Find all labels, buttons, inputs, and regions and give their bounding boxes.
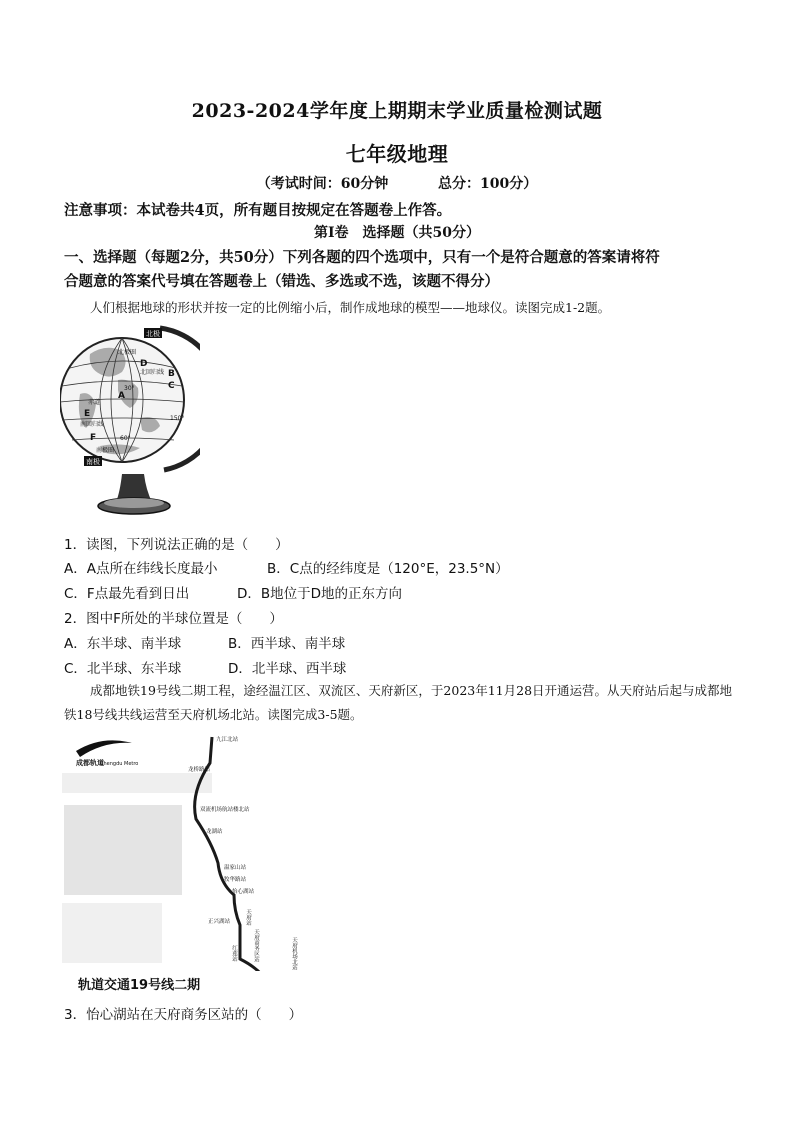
part1-title: 第Ⅰ卷 选择题（共50分） xyxy=(313,225,481,241)
station-4: 温家山站 xyxy=(224,865,247,871)
metro-map-caption: 轨道交通19号线二期 xyxy=(78,978,201,993)
point-E: E xyxy=(84,409,91,419)
station-9: 天府商务区站 xyxy=(253,929,259,962)
point-D: D xyxy=(140,359,148,369)
intro-globe: 人们根据地球的形状并按一定的比例缩小后，制作成地球的模型——地球仪。读图完成1-2题。 xyxy=(90,300,611,315)
station-6: 怡心湖站 xyxy=(232,889,255,895)
label-antarctic-circle: 南极圈 xyxy=(96,447,115,454)
q1-option-c: C．F点最先看到日出 xyxy=(64,586,190,602)
label-lat60: 60° xyxy=(120,435,131,442)
label-tropic-capricorn: 南回归线 xyxy=(80,421,105,428)
section1-line2: 合题意的答案代号填在答题卷上（错选、多选或不选，该题不得分） xyxy=(64,273,499,290)
station-1: 龙桥路站 xyxy=(188,767,211,773)
q1-stem: 1．读图，下列说法正确的是（ ） xyxy=(64,537,289,553)
q2-option-b: B．西半球、南半球 xyxy=(228,636,346,652)
metro-map-figure xyxy=(62,733,308,997)
logo-subtext: Chengdu Metro xyxy=(100,761,139,767)
station-0: 九江北站 xyxy=(216,737,239,743)
q3-stem: 3．怡心湖站在天府商务区站的（ ） xyxy=(64,1007,303,1023)
point-A: A xyxy=(118,391,125,401)
q1-option-a: A．A点所在纬线长度最小 xyxy=(64,561,218,577)
q2-option-d: D．北半球、西半球 xyxy=(228,661,347,677)
q2-option-c: C．北半球、东半球 xyxy=(64,661,182,677)
station-8: 红莲站 xyxy=(231,945,237,962)
q2-option-a: A．东半球、南半球 xyxy=(64,636,182,652)
station-5: 牧华路站 xyxy=(224,877,247,883)
station-7: 正兴湖站 xyxy=(208,919,231,925)
q2-stem: 2．图中F所处的半球位置是（ ） xyxy=(64,611,283,627)
point-F: F xyxy=(90,433,97,443)
intro-metro: 成都地铁19号线二期工程，途经温江区、双流区、天府新区，于2023年11月28日开通运营。从天府站后起与成都地铁18号线共线运营至天府机场北站。读图完成3-5题。 xyxy=(64,683,733,722)
label-south-pole: 南极 xyxy=(86,458,100,466)
label-lon150: 150° xyxy=(170,415,185,422)
station-10: 天府站 xyxy=(245,909,251,926)
globe-stand xyxy=(98,474,170,514)
q1-option-d: D．B地位于D地的正东方向 xyxy=(237,586,403,602)
point-C: C xyxy=(168,381,175,391)
label-equator: 赤道 xyxy=(88,399,101,406)
subject-title: 七年级地理 xyxy=(345,142,449,166)
label-tropic-cancer: 北回归线 xyxy=(140,369,165,376)
total-score: 总分：100分） xyxy=(438,176,538,192)
station-11: 天府机场北站 xyxy=(291,937,297,970)
exam-meta xyxy=(0,173,794,193)
notice: 注意事项：本试卷共4页，所有题目按规定在答题卷上作答。 xyxy=(64,202,452,219)
label-arctic-circle: 北极圈 xyxy=(118,349,137,356)
logo-text: 成都轨道 xyxy=(76,759,104,767)
label-lat30: 30° xyxy=(124,385,135,392)
q1-option-b: B．C点的经纬度是（120°E，23.5°N） xyxy=(267,561,509,577)
exam-title: 2023-2024学年度上期期末学业质量检测试题 xyxy=(191,100,603,122)
section1-line1: 一、选择题（每题2分，共50分）下列各题的四个选项中，只有一个是符合题意的答案请将符 xyxy=(64,249,660,266)
exam-time: （考试时间：60分钟 xyxy=(256,176,389,192)
globe-figure xyxy=(60,324,200,520)
station-2: 双流机场航站楼北站 xyxy=(200,807,250,813)
station-3: 龙湖站 xyxy=(206,829,223,835)
label-north-pole: 北极 xyxy=(146,330,160,338)
point-B: B xyxy=(168,369,175,379)
